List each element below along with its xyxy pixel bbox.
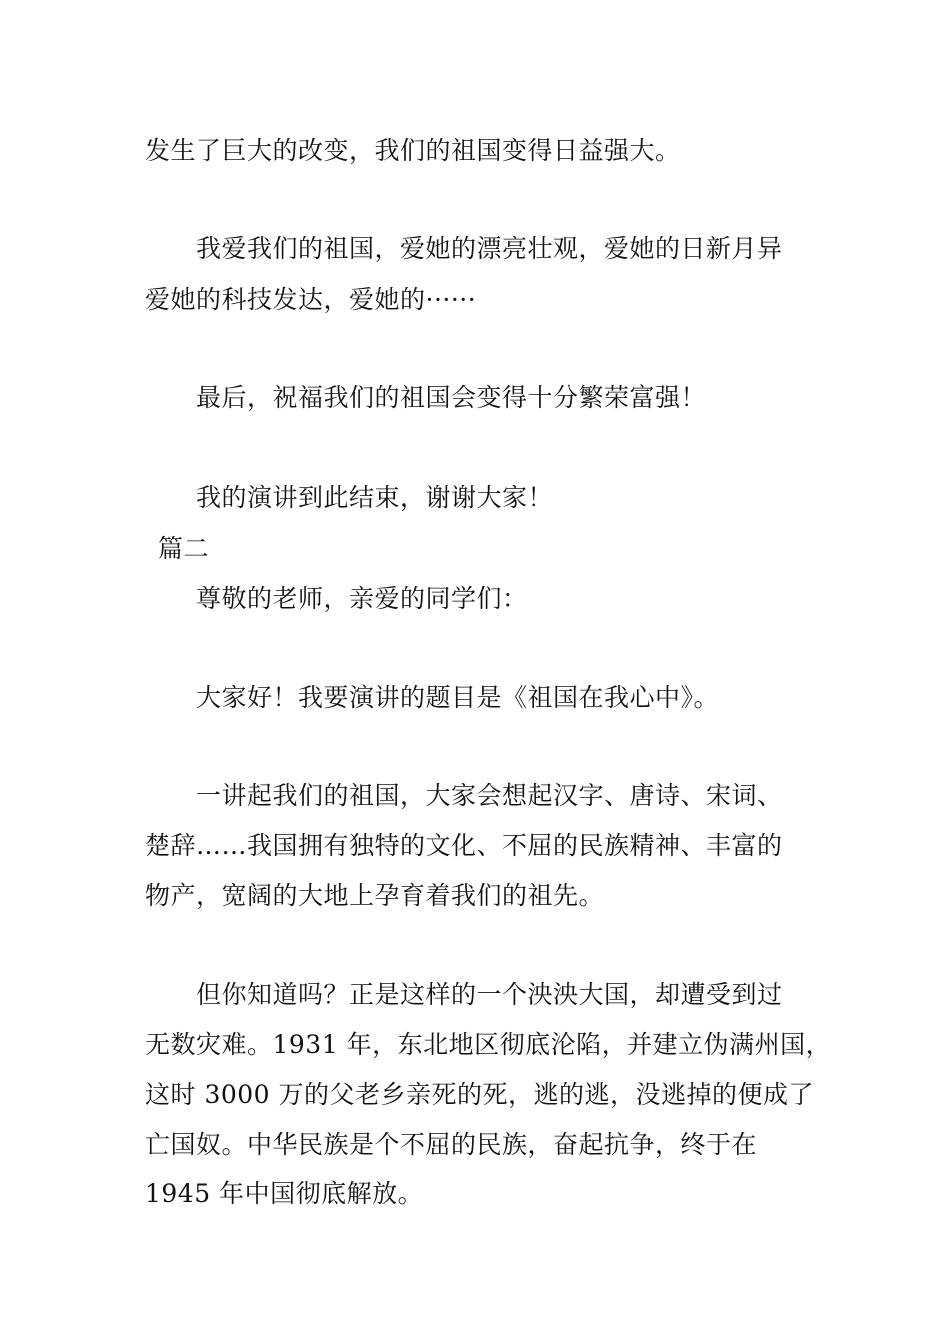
paragraph-line: 我的演讲到此结束，谢谢大家！ (196, 483, 554, 512)
paragraph-line: 这时 3000 万的父老乡亲死的死，逃的逃，没逃掉的便成了 (145, 1080, 815, 1109)
paragraph-line: 我爱我们的祖国，爱她的漂亮壮观，爱她的日新月异 (196, 234, 783, 263)
paragraph-line: 无数灾难。1931 年，东北地区彻底沦陷，并建立伪满州国， (145, 1030, 832, 1059)
paragraph-line: 一讲起我们的祖国，大家会想起汉字、唐诗、宋词、 (196, 781, 783, 810)
paragraph-line: 大家好！我要演讲的题目是《祖国在我心中》。 (196, 683, 720, 712)
paragraph-line: 发生了巨大的改变，我们的祖国变得日益强大。 (145, 136, 681, 165)
paragraph-line: 最后，祝福我们的祖国会变得十分繁荣富强！ (196, 383, 707, 412)
paragraph-line: 尊敬的老师，亲爱的同学们： (196, 584, 528, 613)
paragraph-line: 爱她的科技发达，爱她的······ (145, 285, 477, 314)
paragraph-line: 物产，宽阔的大地上孕育着我们的祖先。 (145, 881, 605, 910)
paragraph-line: 亡国奴。中华民族是个不屈的民族，奋起抗争，终于在 (145, 1130, 758, 1159)
paragraph-line: 楚辞……我国拥有独特的文化、不屈的民族精神、丰富的 (145, 831, 783, 860)
paragraph-line: 1945 年中国彻底解放。 (145, 1179, 424, 1208)
paragraph-line: 但你知道吗？正是这样的一个泱泱大国，却遭受到过 (196, 980, 783, 1009)
section-heading: 篇二 (158, 534, 210, 563)
